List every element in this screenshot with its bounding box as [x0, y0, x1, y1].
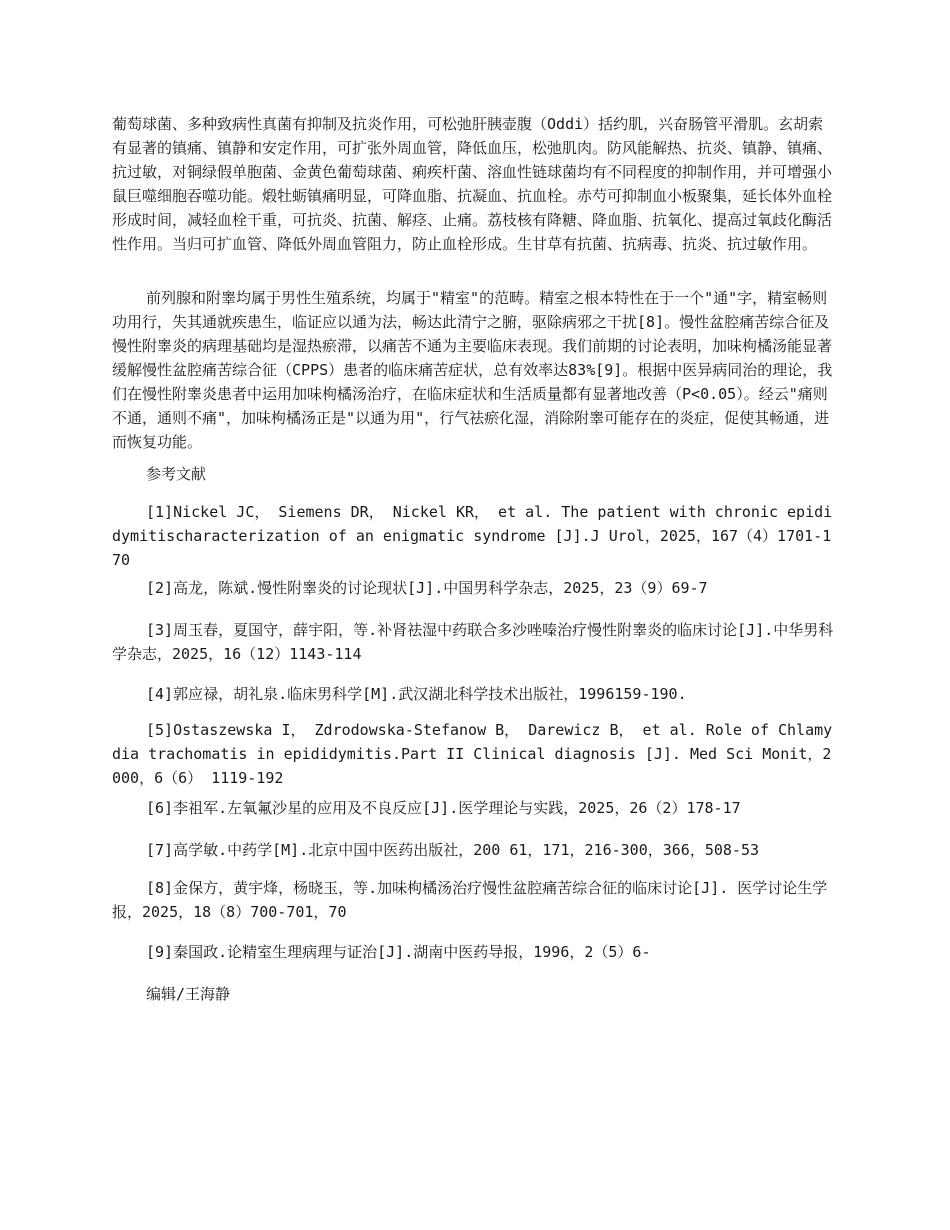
reference-item-7: [7]高学敏.中药学[M].北京中国中医药出版社，200 61，171，216-300，366，508-53 — [146, 841, 760, 859]
reference-item-8: [8]金保方，黄宇烽，杨晓玉，等.加味枸橘汤治疗慢性盆腔痛苦综合征的临床讨论[J]. 医学讨论生学报，2025，18（8）700-701，70 — [112, 879, 828, 921]
editor-credit: 编辑/王海静 — [146, 985, 231, 1003]
body-paragraph-herbs: 葡萄球菌、多种致病性真菌有抑制及抗炎作用，可松弛肝胰壶腹（Oddi）括约肌，兴奋肠管平滑肌。玄胡索有显著的镇痛、镇静和安定作用，可扩张外周血管，降低血压，松弛肌肉。防风能解热、抗炎、镇静、镇痛、抗过敏，对铜绿假单胞菌、金黄色葡萄球菌、痢疾杆菌、溶血性链球菌均有不同程度的抑制作用，并可增强小鼠巨噬细胞吞噬功能。煅牡蛎镇痛明显，可降血脂、抗凝血、抗血栓。赤芍可抑制血小板聚集，延长体外血栓形成时间，减轻血栓干重，可抗炎、抗菌、解痉、止痛。荔枝核有降糖、降血脂、抗氧化、提高过氧歧化酶活性作用。当归可扩血管、降低外周血管阻力，防止血栓形成。生甘草有抗菌、抗病毒、抗炎、抗过敏作用。 — [112, 115, 833, 253]
reference-item-6: [6]李祖军.左氧氟沙星的应用及不良反应[J].医学理论与实践，2025，26（2）178-17 — [146, 799, 741, 817]
reference-item-9: [9]秦国政.论精室生理病理与证治[J].湖南中医药导报，1996，2（5）6- — [146, 943, 651, 961]
reference-item-1: [1]Nickel JC， Siemens DR， Nickel KR， et al. The patient with chronic epididymitischaracterization of an enigmatic syndrome [J].J Urol，2025，167（4）1701-170 — [112, 503, 833, 569]
references-heading: 参考文献 — [146, 465, 207, 483]
reference-item-5: [5]Ostaszewska I， Zdrodowska-Stefanow B， Darewicz B， et al. Role of Chlamydia trachomatis in epididymitis.Part II Clinical diagnosis [J]. Med Sci Monit，2000，6（6） 1119-192 — [112, 721, 833, 787]
body-paragraph-discussion: 前列腺和附睾均属于男性生殖系统，均属于"精室"的范畴。精室之根本特性在于一个"通"字，精室畅则功用行，失其通就疾患生，临证应以通为法，畅达此清宁之腑，驱除病邪之干扰[8]。慢性盆腔痛苦综合征及慢性附睾炎的病理基础均是湿热瘀滞，以痛苦不通为主要临床表现。我们前期的讨论表明，加味枸橘汤能显著缓解慢性盆腔痛苦综合征（CPPS）患者的临床痛苦症状，总有效率达83%[9]。根据中医异病同治的理论，我们在慢性附睾炎患者中运用加味枸橘汤治疗，在临床症状和生活质量都有显著地改善（P<0.05）。经云"痛则不通，通则不痛"，加味枸橘汤正是"以通为用"，行气祛瘀化湿，消除附睾可能存在的炎症，促使其畅通，进而恢复功能。 — [112, 289, 833, 451]
reference-item-4: [4]郭应禄，胡礼泉.临床男科学[M].武汉湖北科学技术出版社，1996159-190. — [146, 685, 687, 703]
reference-item-3: [3]周玉春，夏国守，薛宇阳，等.补肾祛湿中药联合多沙唑嗪治疗慢性附睾炎的临床讨论[J].中华男科学杂志，2025，16（12）1143-114 — [112, 621, 834, 663]
reference-item-2: [2]高龙，陈斌.慢性附睾炎的讨论现状[J].中国男科学杂志，2025，23（9）69-7 — [146, 579, 708, 597]
